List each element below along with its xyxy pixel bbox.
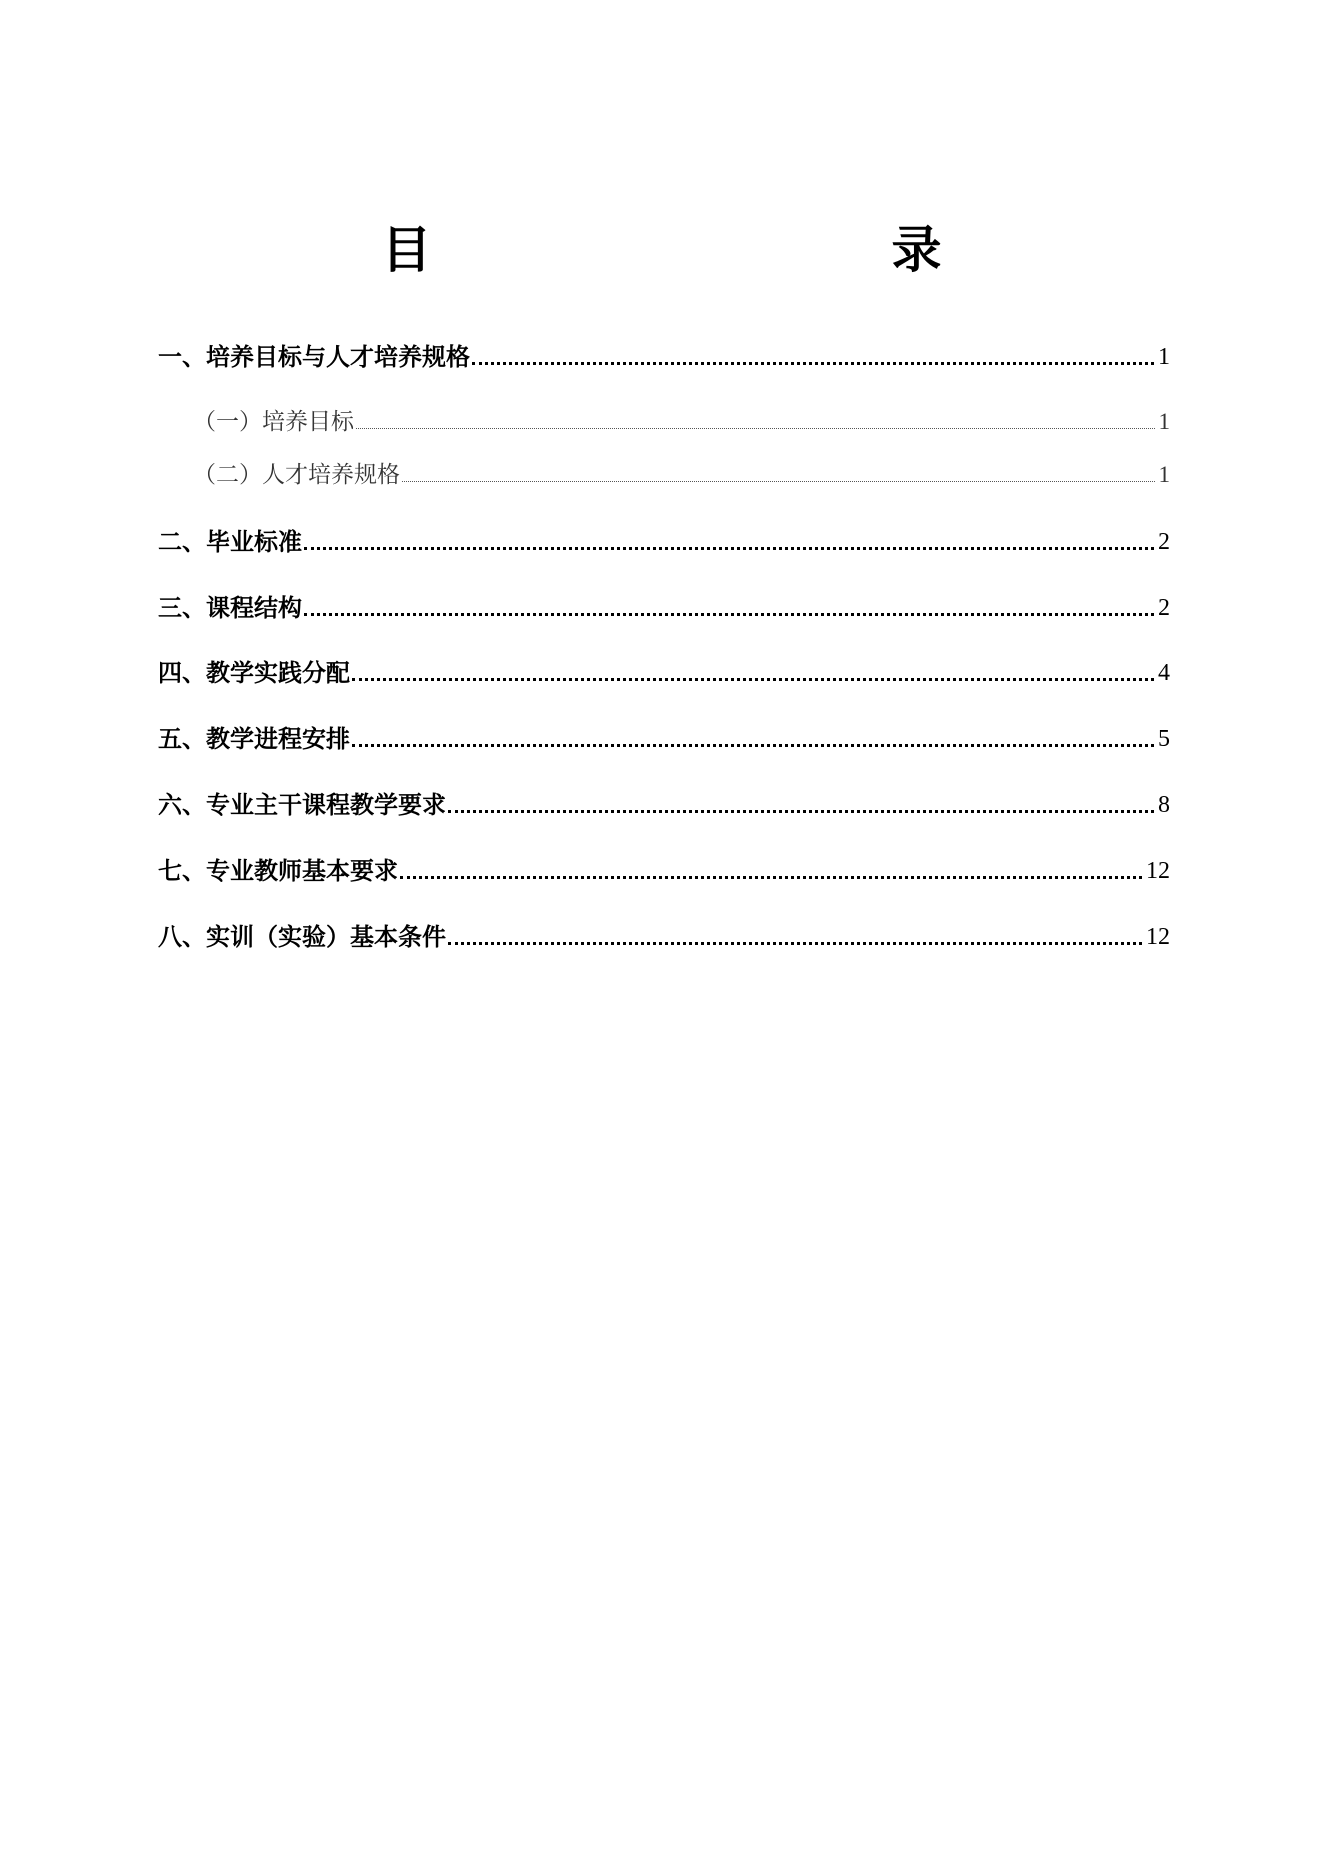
toc-entry-page: 1 <box>1158 462 1170 487</box>
toc-entry-page: 1 <box>1158 409 1170 434</box>
toc-entry-5[interactable] <box>158 715 1170 755</box>
toc-entry-label: 四、教学实践分配 <box>158 659 350 687</box>
toc-entry-page: 5 <box>1158 726 1170 752</box>
toc-entry-1-2[interactable] <box>193 450 1170 490</box>
toc-entry-8[interactable] <box>158 913 1170 953</box>
dot-leader <box>400 876 1142 879</box>
dot-leader <box>352 744 1154 747</box>
toc-entry-label: 七、专业教师基本要求 <box>158 857 398 885</box>
dot-leader <box>304 613 1154 616</box>
toc-entry-4[interactable] <box>158 649 1170 689</box>
toc-entry-3[interactable] <box>158 584 1170 624</box>
toc-entry-label: 六、专业主干课程教学要求 <box>158 791 446 819</box>
toc-entry-page: 2 <box>1158 595 1170 621</box>
dot-leader <box>304 547 1154 550</box>
toc-entry-6[interactable] <box>158 781 1170 821</box>
toc-entry-page: 1 <box>1158 344 1170 370</box>
toc-entry-1[interactable] <box>158 333 1170 373</box>
toc-entry-label: 五、教学进程安排 <box>158 725 350 753</box>
toc-entry-page: 2 <box>1158 529 1170 555</box>
toc-entry-7[interactable] <box>158 847 1170 887</box>
dot-leader <box>448 810 1154 813</box>
toc-entry-label: （一）培养目标 <box>193 409 354 435</box>
toc-entry-page: 12 <box>1146 858 1170 884</box>
toc-title: 目 录 <box>381 221 1062 279</box>
toc-entry-page: 8 <box>1158 792 1170 818</box>
toc-entry-label: 三、课程结构 <box>158 594 302 622</box>
toc-entry-label: （二）人才培养规格 <box>193 462 400 488</box>
toc-entry-label: 一、培养目标与人才培养规格 <box>158 343 470 371</box>
dot-leader <box>402 481 1155 482</box>
dot-leader <box>352 678 1154 681</box>
toc-entry-label: 二、毕业标准 <box>158 528 302 556</box>
toc-entry-2[interactable] <box>158 518 1170 558</box>
dot-leader <box>472 362 1154 365</box>
toc-entry-label: 八、实训（实验）基本条件 <box>158 923 446 951</box>
dot-leader <box>448 942 1142 945</box>
dot-leader <box>356 428 1155 429</box>
toc-entry-page: 4 <box>1158 660 1170 686</box>
toc-entry-1-1[interactable] <box>193 397 1170 437</box>
toc-entry-page: 12 <box>1146 924 1170 950</box>
